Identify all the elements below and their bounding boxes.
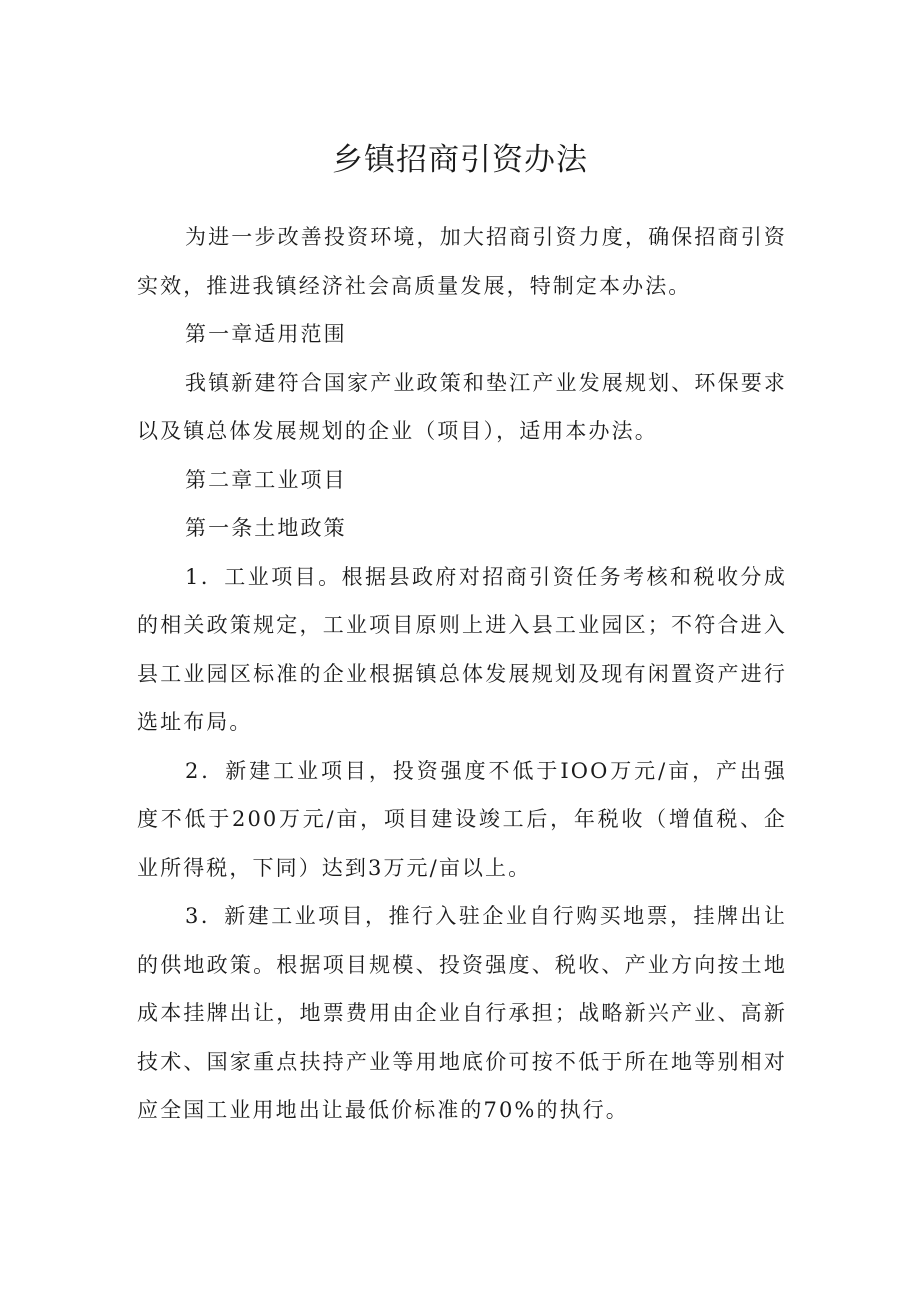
clause-1-paragraph: 1．工业项目。根据县政府对招商引资任务考核和税收分成的相关政策规定，工业项目原则上进入县工业园区；不符合进入县工业园区标准的企业根据镇总体发展规划及现有闲置资产进行选址布局。: [137, 564, 787, 734]
document-body: [137, 213, 787, 1135]
chapter-1-heading: 第一章适用范围: [185, 322, 347, 346]
scope-paragraph: 我镇新建符合国家产业政策和垫江产业发展规划、环保要求以及镇总体发展规划的企业（项目），适用本办法。: [137, 370, 787, 443]
document-title: 乡镇招商引资办法: [332, 142, 588, 178]
intro-paragraph: 为进一步改善投资环境，加大招商引资力度，确保招商引资实效，推进我镇经济社会高质量发展，特制定本办法。: [137, 225, 787, 298]
clause-2-paragraph: 2．新建工业项目，投资强度不低于IOO万元/亩，产出强度不低于200万元/亩，项目建设竣工后，年税收（增值税、企业所得税，下同）达到3万元/亩以上。: [137, 758, 787, 880]
article-1-heading: 第一条土地政策: [185, 516, 347, 540]
clause-3-paragraph: 3．新建工业项目，推行入驻企业自行购买地票，挂牌出让的供地政策。根据项目规模、投资强度、税收、产业方向按土地成本挂牌出让，地票费用由企业自行承担；战略新兴产业、高新技术、国家重点扶持产业等用地底价可按不低于所在地等别相对应全国工业用地出让最低价标准的70%的执行。: [137, 904, 787, 1122]
chapter-2-heading: 第二章工业项目: [185, 467, 347, 492]
